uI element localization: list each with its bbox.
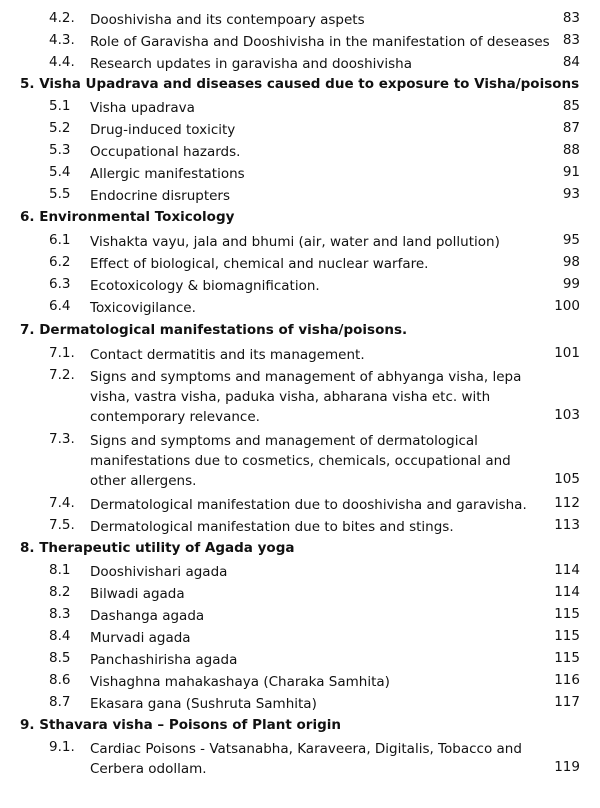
section-title: Visha upadrava (90, 100, 195, 116)
section-number: 5.1 (49, 98, 71, 114)
section-title: Vishaghna mahakashaya (Charaka Samhita) (90, 674, 390, 690)
section-title: Murvadi agada (90, 630, 191, 646)
section-title: Vishakta vayu, jala and bhumi (air, water and land pollution) (90, 234, 500, 250)
section-number: 7.3. (49, 431, 75, 447)
page-number: 84 (562, 54, 580, 70)
section-title: Dashanga agada (90, 608, 205, 624)
section-number: 8.6 (49, 672, 71, 688)
section-title: Ecotoxicology & biomagnification. (90, 278, 320, 294)
section-number: 6.1 (49, 232, 71, 248)
page-number: 100 (554, 298, 580, 314)
page-number: 103 (554, 407, 580, 423)
section-number: 8.3 (49, 606, 71, 622)
section-title: Panchashirisha agada (90, 652, 238, 668)
section-title: Toxicovigilance. (90, 300, 196, 316)
page-number: 114 (554, 562, 580, 578)
section-title: Ekasara gana (Sushruta Samhita) (90, 696, 317, 712)
chapter-heading: 6. Environmental Toxicology (20, 209, 235, 225)
section-number: 6.2 (49, 254, 71, 270)
page-number: 101 (554, 345, 580, 361)
page-number: 91 (562, 164, 580, 180)
section-title: Cardiac Poisons - Vatsanabha, Karaveera, Digitalis, Tobacco and Cerbera odollam. (90, 741, 522, 777)
page-number: 115 (554, 606, 580, 622)
page-number: 115 (554, 650, 580, 666)
section-number: 8.1 (49, 562, 71, 578)
page-number: 93 (562, 186, 580, 202)
page-number: 112 (554, 495, 580, 511)
section-number: 5.5 (49, 186, 71, 202)
page-number: 115 (554, 628, 580, 644)
page-number: 88 (562, 142, 580, 158)
page-number: 85 (562, 98, 580, 114)
section-number: 7.2. (49, 367, 75, 383)
section-number: 4.2. (49, 10, 75, 26)
section-number: 8.4 (49, 628, 71, 644)
page-number: 98 (562, 254, 580, 270)
section-title: Research updates in garavisha and dooshivisha (90, 56, 412, 72)
page-number: 87 (562, 120, 580, 136)
section-title: Occupational hazards. (90, 144, 241, 160)
section-number: 4.4. (49, 54, 75, 70)
chapter-heading: 7. Dermatological manifestations of visha/poisons. (20, 322, 408, 338)
section-number: 8.7 (49, 694, 71, 710)
section-title: Effect of biological, chemical and nuclear warfare. (90, 256, 429, 272)
section-number: 4.3. (49, 32, 75, 48)
section-number: 7.1. (49, 345, 75, 361)
section-title: Dermatological manifestation due to dooshivisha and garavisha. (90, 497, 527, 513)
section-number: 6.4 (49, 298, 71, 314)
page-number: 95 (562, 232, 580, 248)
chapter-heading: 8. Therapeutic utility of Agada yoga (20, 540, 295, 556)
section-title: Dermatological manifestation due to bites and stings. (90, 519, 454, 535)
section-number: 5.2 (49, 120, 71, 136)
section-title: Endocrine disrupters (90, 188, 231, 204)
section-title: Dooshivisha and its contempoary aspets (90, 12, 365, 28)
section-title: Drug-induced toxicity (90, 122, 236, 138)
section-number: 9.1. (49, 739, 75, 755)
section-number: 8.2 (49, 584, 71, 600)
section-title: Role of Garavisha and Dooshivisha in the manifestation of deseases (90, 34, 550, 50)
section-title: Allergic manifestations (90, 166, 245, 182)
section-number: 7.5. (49, 517, 75, 533)
page-number: 116 (554, 672, 580, 688)
section-number: 7.4. (49, 495, 75, 511)
page-number: 83 (562, 32, 580, 48)
section-title: Signs and symptoms and management of dermatological manifestations due to cosmetics, chemicals, occupational and other allergens. (90, 433, 511, 489)
section-number: 8.5 (49, 650, 71, 666)
page-number: 114 (554, 584, 580, 600)
section-title: Bilwadi agada (90, 586, 185, 602)
section-title: Contact dermatitis and its management. (90, 347, 365, 363)
page-number: 105 (554, 471, 580, 487)
chapter-heading: 9. Sthavara visha – Poisons of Plant origin (20, 717, 341, 733)
page-number: 119 (554, 759, 580, 775)
page-number: 113 (554, 517, 580, 533)
chapter-heading: 5. Visha Upadrava and diseases caused due to exposure to Visha/poisons (20, 76, 580, 92)
page-number: 99 (562, 276, 580, 292)
page-number: 117 (554, 694, 580, 710)
section-title: Signs and symptoms and management of abhyanga visha, lepa visha, vastra visha, paduka visha, abharana visha etc. with contemporary relevance. (90, 369, 522, 425)
section-number: 6.3 (49, 276, 71, 292)
section-number: 5.3 (49, 142, 71, 158)
section-number: 5.4 (49, 164, 71, 180)
page-number: 83 (562, 10, 580, 26)
section-title: Dooshivishari agada (90, 564, 228, 580)
